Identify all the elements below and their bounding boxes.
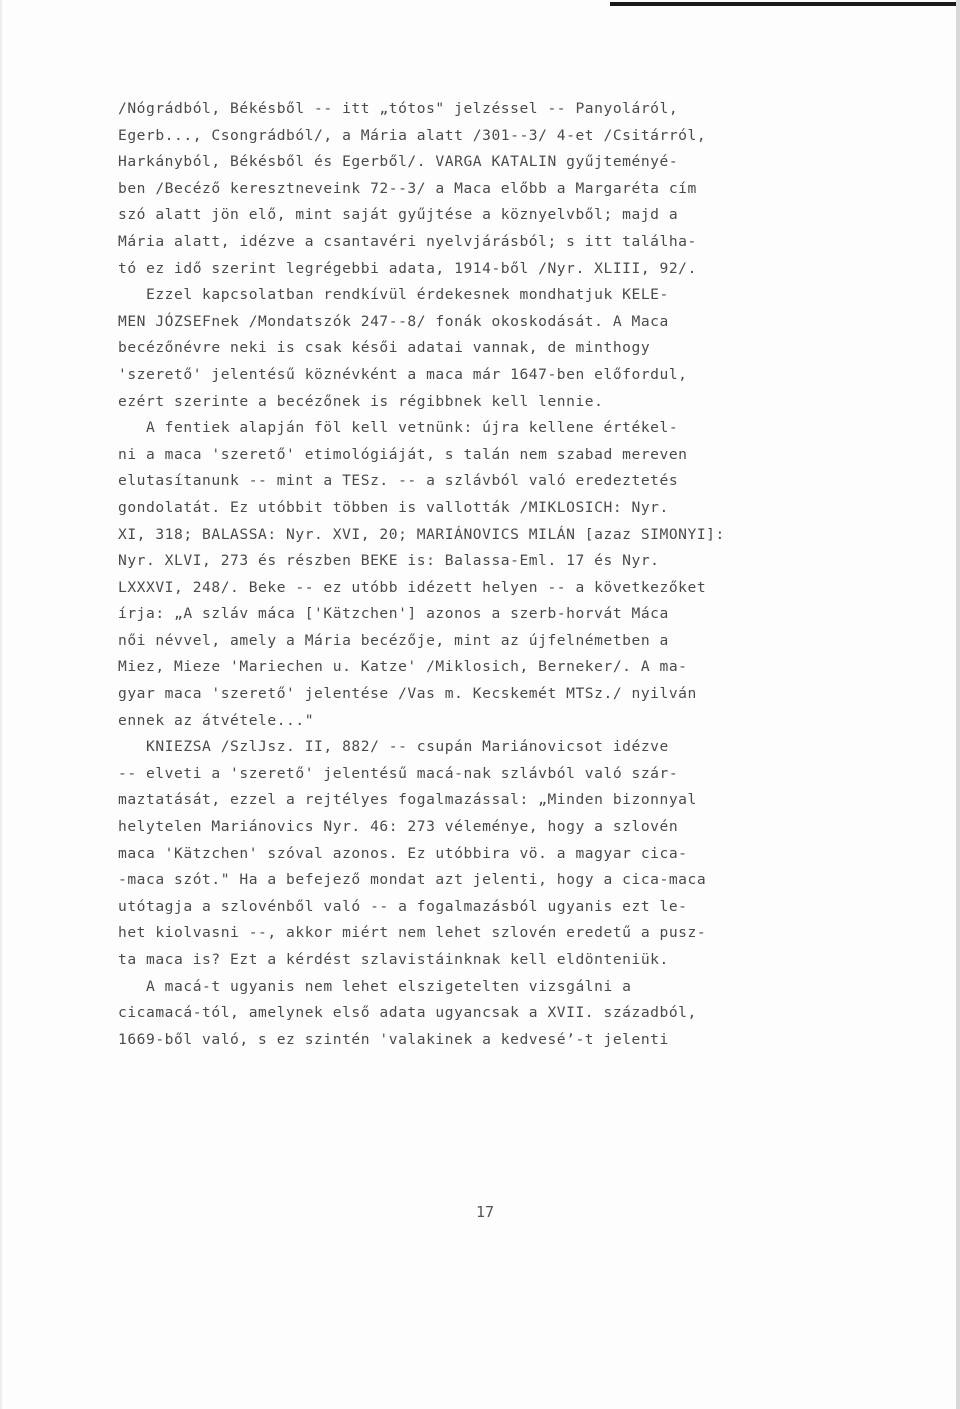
text-line: Egerb..., Csongrádból/, a Mária alatt /301--3/ 4-et /Csitárról, [118, 126, 707, 144]
text-line: -maca szót." Ha a befejező mondat azt jelenti, hogy a cica-maca [118, 871, 707, 889]
text-line: tó ez idő szerint legrégebbi adata, 1914-ből /Nyr. XLIII, 92/. [118, 259, 697, 277]
text-line: A macá-t ugyanis nem lehet elszigetelten vizsgálni a [118, 977, 632, 995]
text-line: szó alatt jön elő, mint saját gyűjtése a köznyelvből; majd a [118, 206, 679, 224]
text-line: /Nógrádból, Békésből -- itt „tótos" jelzéssel -- Panyoláról, [118, 100, 679, 117]
text-line: női névvel, amely a Mária becézője, mint az újfelnémetben a [118, 631, 669, 649]
text-line: cicamacá-tól, amelynek első adata ugyancsak a XVII. századból, [118, 1004, 697, 1022]
page-left-edge [0, 0, 2, 1409]
text-line: 'szerető' jelentésű köznévként a maca már 1647-ben előfordul, [118, 365, 688, 383]
text-line: XI, 318; BALASSA: Nyr. XVI, 20; MARIÁNOVICS MILÁN [azaz SIMONYI]: [118, 525, 725, 543]
text-line: het kiolvasni --, akkor miért nem lehet szlovén eredetű a pusz- [118, 924, 707, 942]
text-line: utótagja a szlovénből való -- a fogalmazásból ugyanis ezt le- [118, 897, 688, 915]
text-line: Mária alatt, idézve a csantavéri nyelvjárásból; s itt találha- [118, 232, 697, 250]
text-line: ben /Becéző keresztneveink 72--3/ a Maca előbb a Margaréta cím [118, 179, 697, 197]
text-line: -- elveti a 'szerető' jelentésű macá-nak szlávból való szár- [118, 764, 679, 782]
text-line: gyar maca 'szerető' jelentése /Vas m. Kecskemét MTSz./ nyilván [118, 685, 697, 703]
text-line: MEN JÓZSEFnek /Mondatszók 247--8/ fonák okoskodását. A Maca [118, 312, 669, 330]
text-line: Nyr. XLVI, 273 és részben BEKE is: Balassa-Eml. 17 és Nyr. [118, 552, 660, 570]
body-text [118, 96, 846, 1053]
text-line: LXXXVI, 248/. Beke -- ez utóbb idézett helyen -- a következőket [118, 578, 707, 596]
text-line: maztatását, ezzel a rejtélyes fogalmazással: „Minden bizonnyal [118, 791, 697, 809]
text-line: ennek az átvétele..." [118, 711, 315, 729]
scan-top-edge-mark [610, 2, 960, 6]
text-line: helytelen Mariánovics Nyr. 46: 273 véleménye, hogy a szlovén [118, 818, 679, 836]
text-line: maca 'Kätzchen' szóval azonos. Ez utóbbira vö. a magyar cica- [118, 844, 688, 862]
text-line: Miez, Mieze 'Mariechen u. Katze' /Miklosich, Berneker/. A ma- [118, 658, 688, 676]
text-line: gondolatát. Ez utóbbit többen is vallották /MIKLOSICH: Nyr. [118, 498, 669, 516]
page-right-edge [956, 0, 960, 1409]
text-line: KNIEZSA /SzlJsz. II, 882/ -- csupán Mariánovicsot idézve [118, 738, 669, 756]
text-line: ta maca is? Ezt a kérdést szlavistáinknak kell eldönteniük. [118, 951, 669, 968]
text-line: Ezzel kapcsolatban rendkívül érdekesnek mondhatjuk KELE- [118, 286, 669, 304]
text-line: írja: „A szláv máca ['Kätzchen'] azonos a szerb-horvát Máca [118, 605, 669, 623]
text-line: Harkányból, Békésből és Egerből/. VARGA KATALIN gyűjteményé- [118, 153, 679, 171]
text-line: elutasítanunk -- mint a TESz. -- a szlávból való eredeztetés [118, 472, 679, 490]
text-line: A fentiek alapján föl kell vetnünk: újra kellene értékel- [118, 419, 679, 437]
text-line: becézőnévre neki is csak késői adatai vannak, de minthogy [118, 339, 651, 357]
page-number: 17 [476, 1203, 495, 1221]
text-line: 1669-ből való, s ez szintén 'valakinek a kedveséʼ-t jelenti [118, 1030, 669, 1048]
text-line: ni a maca 'szerető' etimológiáját, s talán nem szabad mereven [118, 445, 688, 463]
text-line: ezért szerinte a becézőnek is régibbnek kell lennie. [118, 392, 604, 410]
